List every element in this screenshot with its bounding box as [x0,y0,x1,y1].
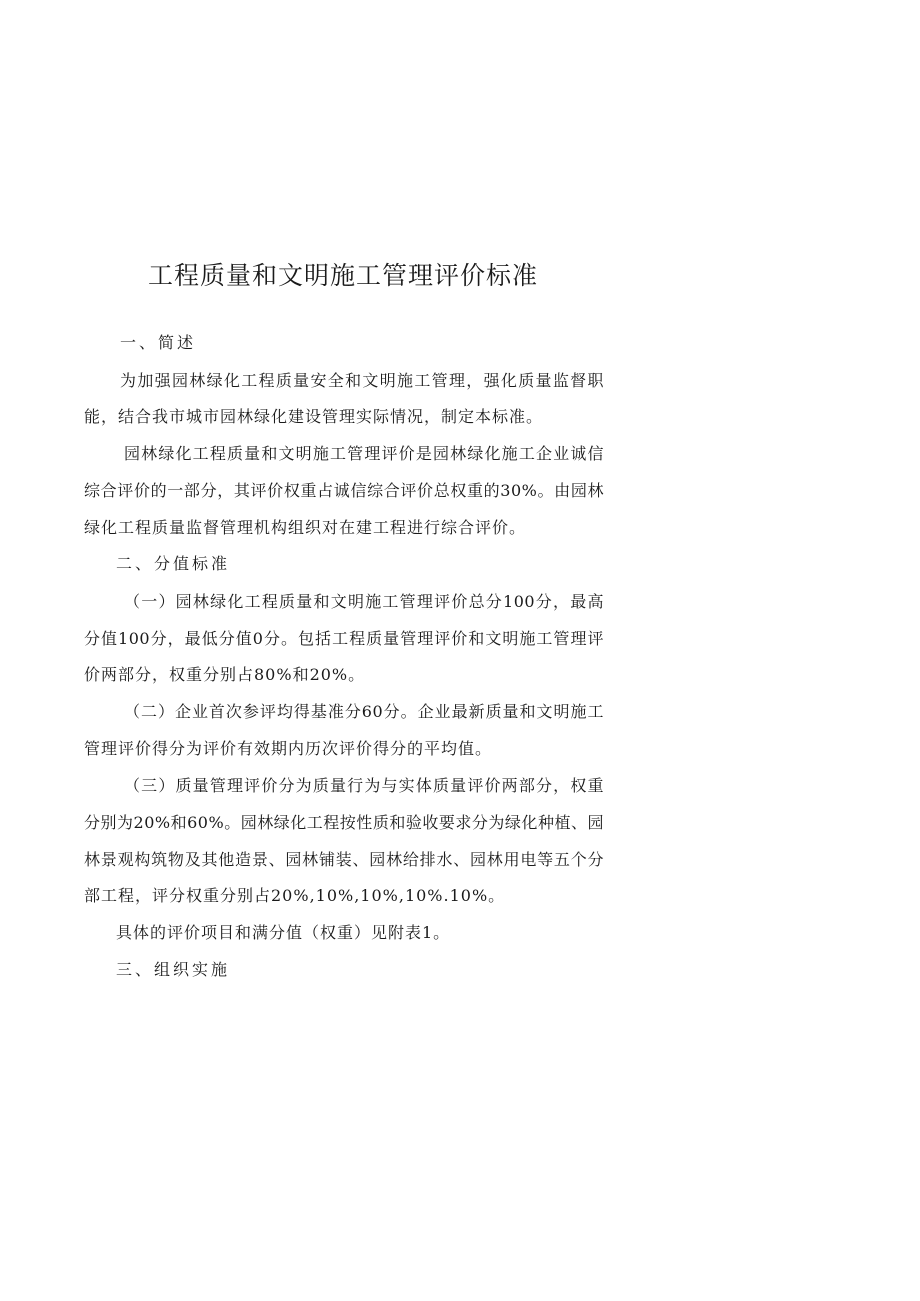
paragraph-line: 管理评价得分为评价有效期内历次评价得分的平均值。 [84,739,493,758]
paragraph-line: 能，结合我市城市园林绿化建设管理实际情况，制定本标准。 [84,407,544,426]
paragraph-line: 林景观构筑物及其他造景、园林铺装、园林给排水、园林用电等五个分 [84,850,604,869]
paragraph-line: （一）园林绿化工程质量和文明施工管理评价总分100分，最高 [124,592,604,611]
paragraph-line: 分别为20%和60%。园林绿化工程按性质和验收要求分为绿化种植、园 [84,813,604,832]
paragraph-line: 园林绿化工程质量和文明施工管理评价是园林绿化施工企业诚信 [124,444,604,463]
section-heading-implementation: 三、组织实施 [116,960,231,979]
paragraph-line: 为加强园林绿化工程质量安全和文明施工管理，强化质量监督职 [120,371,604,390]
paragraph-line: 综合评价的一部分，其评价权重占诚信综合评价总权重的30%。由园林 [84,481,604,500]
page-title: 工程质量和文明施工管理评价标准 [148,261,539,290]
section-heading-scoring: 二、分值标准 [116,554,231,573]
paragraph-line: （二）企业首次参评均得基准分60分。企业最新质量和文明施工 [124,702,604,721]
paragraph-line: （三）质量管理评价分为质量行为与实体质量评价两部分，权重 [124,776,604,795]
paragraph-line: 部工程，评分权重分别占20%,10%,10%,10%.10%。 [84,886,506,905]
section-heading-overview: 一、简述 [120,333,197,352]
paragraph-line: 绿化工程质量监督管理机构组织对在建工程进行综合评价。 [84,518,527,537]
paragraph-line: 具体的评价项目和满分值（权重）见附表1。 [116,923,451,942]
paragraph-line: 分值100分，最低分值0分。包括工程质量管理评价和文明施工管理评 [84,629,604,648]
paragraph-line: 价两部分，权重分别占80%和20%。 [84,665,366,684]
